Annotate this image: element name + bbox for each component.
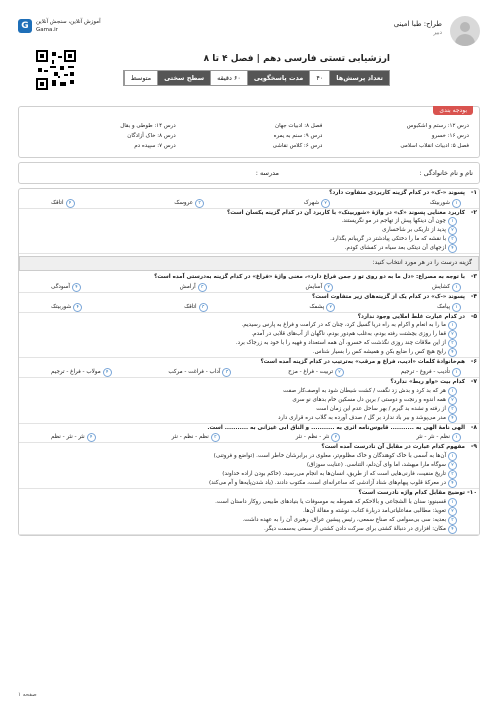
- question-number: ۱-: [470, 189, 477, 196]
- answer-option[interactable]: [21, 348, 465, 357]
- author-info: [394, 20, 442, 36]
- option-text: آسایش: [305, 283, 323, 290]
- school-label: مدرسه :: [255, 169, 279, 177]
- answer-option[interactable]: [21, 244, 465, 253]
- answer-option[interactable]: [21, 470, 465, 479]
- option-text: مکان: افزاری در دنبالهٔ کشتی برای سرکت دادن کشتی از سمتی به‌سمت دیگر.: [263, 525, 446, 532]
- answer-option[interactable]: [168, 368, 231, 377]
- option-number-badge: ۴: [448, 414, 457, 423]
- answer-option[interactable]: [309, 303, 335, 312]
- answer-option[interactable]: [430, 199, 461, 208]
- question-number: ۷-: [470, 377, 477, 385]
- option-number-badge: ۳: [448, 405, 457, 414]
- option-text: مدر می‌پوشد و ببر باد ندارد بر گل / صدف آورده به گلاب دره قراری دارد: [278, 414, 446, 421]
- option-number-badge: ۴: [66, 199, 75, 208]
- option-number-badge: ۳: [211, 433, 220, 442]
- brand-site: Gama.ir: [36, 27, 58, 33]
- option-number-badge: ۱: [452, 199, 461, 208]
- option-text: رایح هیچ کس را ضایع بکن و همیشه کس را بسیار شناس.: [312, 349, 446, 356]
- answer-option[interactable]: [21, 330, 465, 339]
- option-text: چون آن دینکها پیش از تهاجم در مو نگریستند.: [341, 218, 446, 225]
- answer-option[interactable]: [51, 199, 75, 208]
- answer-option[interactable]: [184, 303, 208, 312]
- option-text: آن‌ها به آسمی با خاک کوهندگان و خاک مظلوم‌تر، معلوی در برابرشان خاطر است. (تواضع و فروتنی): [213, 453, 446, 460]
- option-number-badge: ۱: [452, 368, 461, 377]
- option-text: اتاقک: [184, 303, 197, 310]
- answer-option[interactable]: [21, 507, 465, 516]
- option-text: بعدیه: سی بی‌سوامی که صناع سمعی، رئیس پیشین عراق، رهبری آن را به عهده داشت.: [242, 516, 446, 523]
- option-text: عروسک: [174, 199, 194, 206]
- question-options: [21, 282, 465, 292]
- question-item: [19, 443, 479, 489]
- question-item: [19, 313, 479, 359]
- info-count-value: ۴۰: [309, 71, 329, 85]
- option-number-badge: ۱: [452, 283, 461, 292]
- option-text: اتاقک: [51, 199, 64, 206]
- option-number-badge: ۴: [87, 433, 96, 442]
- answer-option[interactable]: [21, 414, 465, 423]
- question-options: [21, 452, 465, 488]
- answer-option[interactable]: [51, 433, 96, 442]
- option-number-badge: ۴: [103, 368, 112, 377]
- question-stem: کدام بیت «واو ربط» ندارد؟: [390, 378, 465, 385]
- option-text: سوگاه مارا میهشد، اما وای آن‌دلم، التناسی. (عنایت سوزاق): [306, 462, 446, 469]
- option-number-badge: ۲: [448, 330, 457, 339]
- option-number-badge: ۲: [326, 303, 335, 312]
- info-duration-label: مدت پاسخگویی: [247, 71, 309, 85]
- answer-option[interactable]: [21, 321, 465, 330]
- question-item: [19, 424, 479, 444]
- option-text: تاریخ منفیت، فارنی‌هایی است که از طریق، انسان‌ها به انجام می‌رسید. (حاکم بودن اراده خداوند): [222, 471, 446, 478]
- answer-option[interactable]: [21, 396, 465, 405]
- option-text: با نقشه که ما را دختکی پیادشتر در گریبانم بگذارد.: [330, 236, 446, 243]
- option-number-badge: ۱: [448, 452, 457, 461]
- budget-tag: بودجه بندی: [433, 106, 473, 115]
- answer-option[interactable]: [288, 368, 344, 377]
- budget-item: درس ۹: سنم به یمره: [273, 133, 323, 139]
- question-stem: پسوند «-ک» در کدام یک از گزینه‌های زیر متفاوت است؟: [312, 293, 465, 300]
- page-footer: صفحه ۱: [18, 692, 37, 698]
- question-number: ۹-: [470, 443, 477, 451]
- option-text: پشمک: [309, 303, 325, 310]
- answer-option[interactable]: [432, 283, 461, 292]
- option-number-badge: ۱: [448, 217, 457, 226]
- option-number-badge: ۲: [448, 226, 457, 235]
- answer-option[interactable]: [306, 283, 334, 292]
- option-text: کشایش: [431, 283, 450, 290]
- option-number-badge: ۲: [448, 461, 457, 470]
- option-number-badge: ۱: [448, 498, 457, 507]
- question-stem: مفهوم کدام عبارت در مقابل آن نادرست آمده است؟: [321, 444, 465, 451]
- question-item: [19, 358, 479, 378]
- question-stem: پسوند «-ک» در کدام گزینه کاربردی متفاوت دارد؟: [329, 190, 465, 196]
- answer-option[interactable]: [304, 199, 330, 208]
- option-text: هر که بد کرد و بدش زد نگفت / کشت شیطان شود به اوصف‌کار صفت: [283, 387, 446, 394]
- option-text: همه اندوه و رنجت و دوستی / برین دل مسکین خام بدهای نو سری: [292, 396, 446, 403]
- budget-item: درس ۱۲: رستم و اشکبوس: [406, 123, 469, 129]
- budget-item: درس ۸: خاک آزادگان: [127, 133, 176, 139]
- budget-item: درس ۶: کلاس نقاشی: [272, 143, 323, 149]
- question-item: [19, 273, 479, 293]
- question-stem: هم‌خانوادهٔ کلمات «ادیب، فراغ و مرقب» به‌ترتیب در کدام گزینه آمده است؟: [260, 359, 465, 366]
- question-item: [19, 209, 479, 255]
- questions-box: [18, 188, 480, 536]
- instruction-banner: گزینه درست را در هر مورد انتخاب کنید:: [19, 256, 479, 271]
- option-text: شوربیتک: [51, 303, 72, 310]
- option-number-badge: ۳: [448, 516, 457, 525]
- budget-item: درس ۷: سپیده دم: [134, 143, 176, 149]
- question-item: [19, 293, 479, 313]
- answer-option[interactable]: [21, 405, 465, 414]
- answer-option[interactable]: [21, 235, 465, 244]
- option-number-badge: ۳: [195, 199, 204, 208]
- option-text: نظم - نظم - نثر: [171, 434, 209, 441]
- info-difficulty-value: متوسط: [124, 71, 157, 85]
- question-stem: در کدام عبارت غلط املایی وجود ندارد؟: [357, 313, 465, 320]
- question-options: [21, 367, 465, 377]
- answer-option[interactable]: [21, 217, 465, 226]
- option-number-badge: ۳: [198, 283, 207, 292]
- question-stem: الهی نامهٔ الهی به ........... قابوس‌نامه اثری به ........... و الناق ابی غیزانی به ........... است.: [207, 424, 465, 431]
- budget-grid: [29, 123, 469, 149]
- option-number-badge: ۲: [448, 396, 457, 405]
- name-bar: [18, 162, 480, 184]
- option-number-badge: ۱: [452, 433, 461, 442]
- question-item: [19, 189, 479, 209]
- option-number-badge: ۱: [452, 303, 461, 312]
- question-stem: کاربرد معنایی پسوند «ک» در واژهٔ «شوربیتک» با کاربرد آن در کدام گزینه یکسان است؟: [226, 209, 465, 216]
- answer-option[interactable]: [437, 303, 461, 312]
- answer-option[interactable]: [401, 368, 461, 377]
- option-text: ما را به انعام و اکرام به راه دریا گسیل کرد، چنان که در کرامت و فراغ به پارس رسیدیم.: [241, 322, 446, 329]
- answer-option[interactable]: [180, 283, 207, 292]
- option-text: پدید از تاریکی بر شاخساری: [382, 227, 446, 234]
- option-number-badge: ۲: [448, 507, 457, 516]
- question-number: ۴-: [470, 292, 477, 300]
- option-text: آسودگی: [51, 283, 70, 290]
- question-number: ۳-: [470, 273, 477, 281]
- option-text: نظم - نثر - نثر: [416, 434, 450, 441]
- option-number-badge: ۳: [448, 470, 457, 479]
- option-number-badge: ۴: [448, 479, 457, 488]
- answer-option[interactable]: [416, 433, 461, 442]
- question-options: [21, 198, 465, 208]
- question-number: ۸-: [470, 423, 477, 431]
- option-text: تعویذ: مطالبی مفاعلیاتی‌امد دربارهٔ کتاب، نوشته و مقالهٔ آن‌ها.: [303, 507, 446, 514]
- author-role: دبیر: [433, 30, 442, 36]
- qr-code-icon: [36, 50, 76, 90]
- answer-option[interactable]: [21, 226, 465, 235]
- brand-name: آموزش آنلاین، سنجش آنلاین: [36, 19, 101, 25]
- question-item: [19, 489, 479, 535]
- page-title: ارزشیابی تستی فارسی دهم | فصل ۴ تا ۸: [203, 54, 390, 64]
- option-text: ازجهای آن دیتکی بعد سیاه در کفشای کودم.: [344, 245, 446, 252]
- gama-logo-icon: G: [18, 19, 32, 33]
- option-number-badge: ۱: [448, 321, 457, 330]
- answer-option[interactable]: [21, 387, 465, 396]
- option-number-badge: ۴: [448, 348, 457, 357]
- option-number-badge: ۴: [73, 303, 82, 312]
- author-label: طراح: طبا امینی: [393, 20, 442, 28]
- name-label: نام و نام خانوادگی :: [419, 169, 473, 177]
- option-text: تربیت - فراغ - مزح: [288, 368, 334, 375]
- answer-option[interactable]: [21, 452, 465, 461]
- option-text: نثر - نثر - نظم: [51, 434, 85, 441]
- answer-option[interactable]: [51, 303, 82, 312]
- answer-option[interactable]: [21, 479, 465, 488]
- option-text: مولاب - فراغ - ترجیم: [51, 368, 101, 375]
- answer-option[interactable]: [21, 516, 465, 525]
- question-number: ۶-: [470, 358, 477, 366]
- brand: [18, 18, 101, 34]
- option-text: آداب - فراغت - مرکب: [168, 368, 221, 375]
- option-text: از رفته و نشده بد گیرم / بهر ساحل عدم این زمان است: [316, 405, 446, 412]
- option-number-badge: ۳: [222, 368, 231, 377]
- question-options: [21, 302, 465, 312]
- option-text: نثر - نظم - نثر: [295, 434, 330, 441]
- answer-option[interactable]: [51, 283, 81, 292]
- exam-info-bar: [123, 70, 390, 86]
- question-stem: توضیح مقابل کدام واژه نادرست است؟: [358, 490, 465, 497]
- answer-option[interactable]: [21, 461, 465, 470]
- option-number-badge: ۴: [72, 283, 81, 292]
- info-difficulty-label: سطح سختی: [157, 71, 210, 85]
- budget-box: [18, 106, 480, 158]
- option-number-badge: ۳: [448, 235, 457, 244]
- answer-option[interactable]: [296, 433, 341, 442]
- question-options: [21, 387, 465, 423]
- question-stem: با توجه به مصراع: «دل ما به دو روی تو ز جمن فراغ دارد»، معنی واژهٔ «فراغ» در کدام گزینه به‌درستی آمده است؟: [154, 274, 465, 281]
- option-number-badge: ۲: [335, 368, 344, 377]
- answer-option[interactable]: [172, 433, 220, 442]
- option-number-badge: ۱: [448, 387, 457, 396]
- option-text: پیامک: [437, 303, 450, 310]
- option-text: در معرکهٔ قلوب پیهام‌های شناد آزادشی که ساعرانه‌ای است، مکتوب دادند. (یاد شدن‌پایه‌ها و آم می‌کند): [208, 480, 446, 487]
- option-number-badge: ۴: [448, 244, 457, 253]
- budget-item: درس ۱۴: طوطی و بقال: [120, 123, 176, 129]
- answer-option[interactable]: [51, 368, 112, 377]
- budget-item: درس ۱۶: خسرو: [431, 133, 469, 139]
- question-options: [21, 217, 465, 253]
- question-options: [21, 498, 465, 534]
- option-number-badge: ۴: [448, 525, 457, 534]
- budget-item: فصل ۵: ادبیات انقلاب اسلامی: [400, 143, 469, 149]
- answer-option[interactable]: [21, 498, 465, 507]
- question-item: [19, 378, 479, 424]
- question-number: ۵-: [470, 312, 477, 320]
- answer-option[interactable]: [21, 339, 465, 348]
- info-count-label: تعداد پرسش‌ها: [329, 71, 389, 85]
- info-duration-value: ۶۰ دقیقه: [210, 71, 247, 85]
- question-options: [21, 321, 465, 357]
- option-number-badge: ۳: [199, 303, 208, 312]
- question-number: ۲-: [470, 208, 477, 216]
- avatar: [450, 16, 480, 46]
- option-text: شهرک: [303, 199, 320, 206]
- option-text: تأدیب - فروغ - ترجیم: [400, 368, 450, 375]
- option-number-badge: ۲: [324, 283, 333, 292]
- answer-option[interactable]: [174, 199, 204, 208]
- option-text: قسبنوو: سنان با الشجاعی و بالاحکم که هموطه به موسوفات یا بنیادهای ط‌بیعی روکار داستان است.: [215, 498, 446, 505]
- option-number-badge: ۲: [321, 199, 330, 208]
- option-text: قفا را روزی بچشتت رفته بودم، به‌غلب هم‌دور بودم، ناگهان از آب‌های قلابی در آمدم.: [251, 331, 446, 338]
- question-options: [21, 432, 465, 442]
- option-number-badge: ۲: [331, 433, 340, 442]
- header: [18, 14, 480, 102]
- answer-option[interactable]: [21, 525, 465, 534]
- option-text: شوربیتک: [429, 199, 450, 206]
- budget-item: فصل ۸: ادبیات جهان: [275, 123, 323, 129]
- question-number: ۱۰-: [467, 489, 477, 497]
- option-number-badge: ۳: [448, 339, 457, 348]
- option-text: آرامش: [179, 283, 196, 290]
- option-text: از این ملاقات چند روزی نگذشت که خسرو، آن همه استعداد و فهیه را با خود به زرجاک برد.: [235, 340, 446, 347]
- exam-page: [18, 14, 480, 698]
